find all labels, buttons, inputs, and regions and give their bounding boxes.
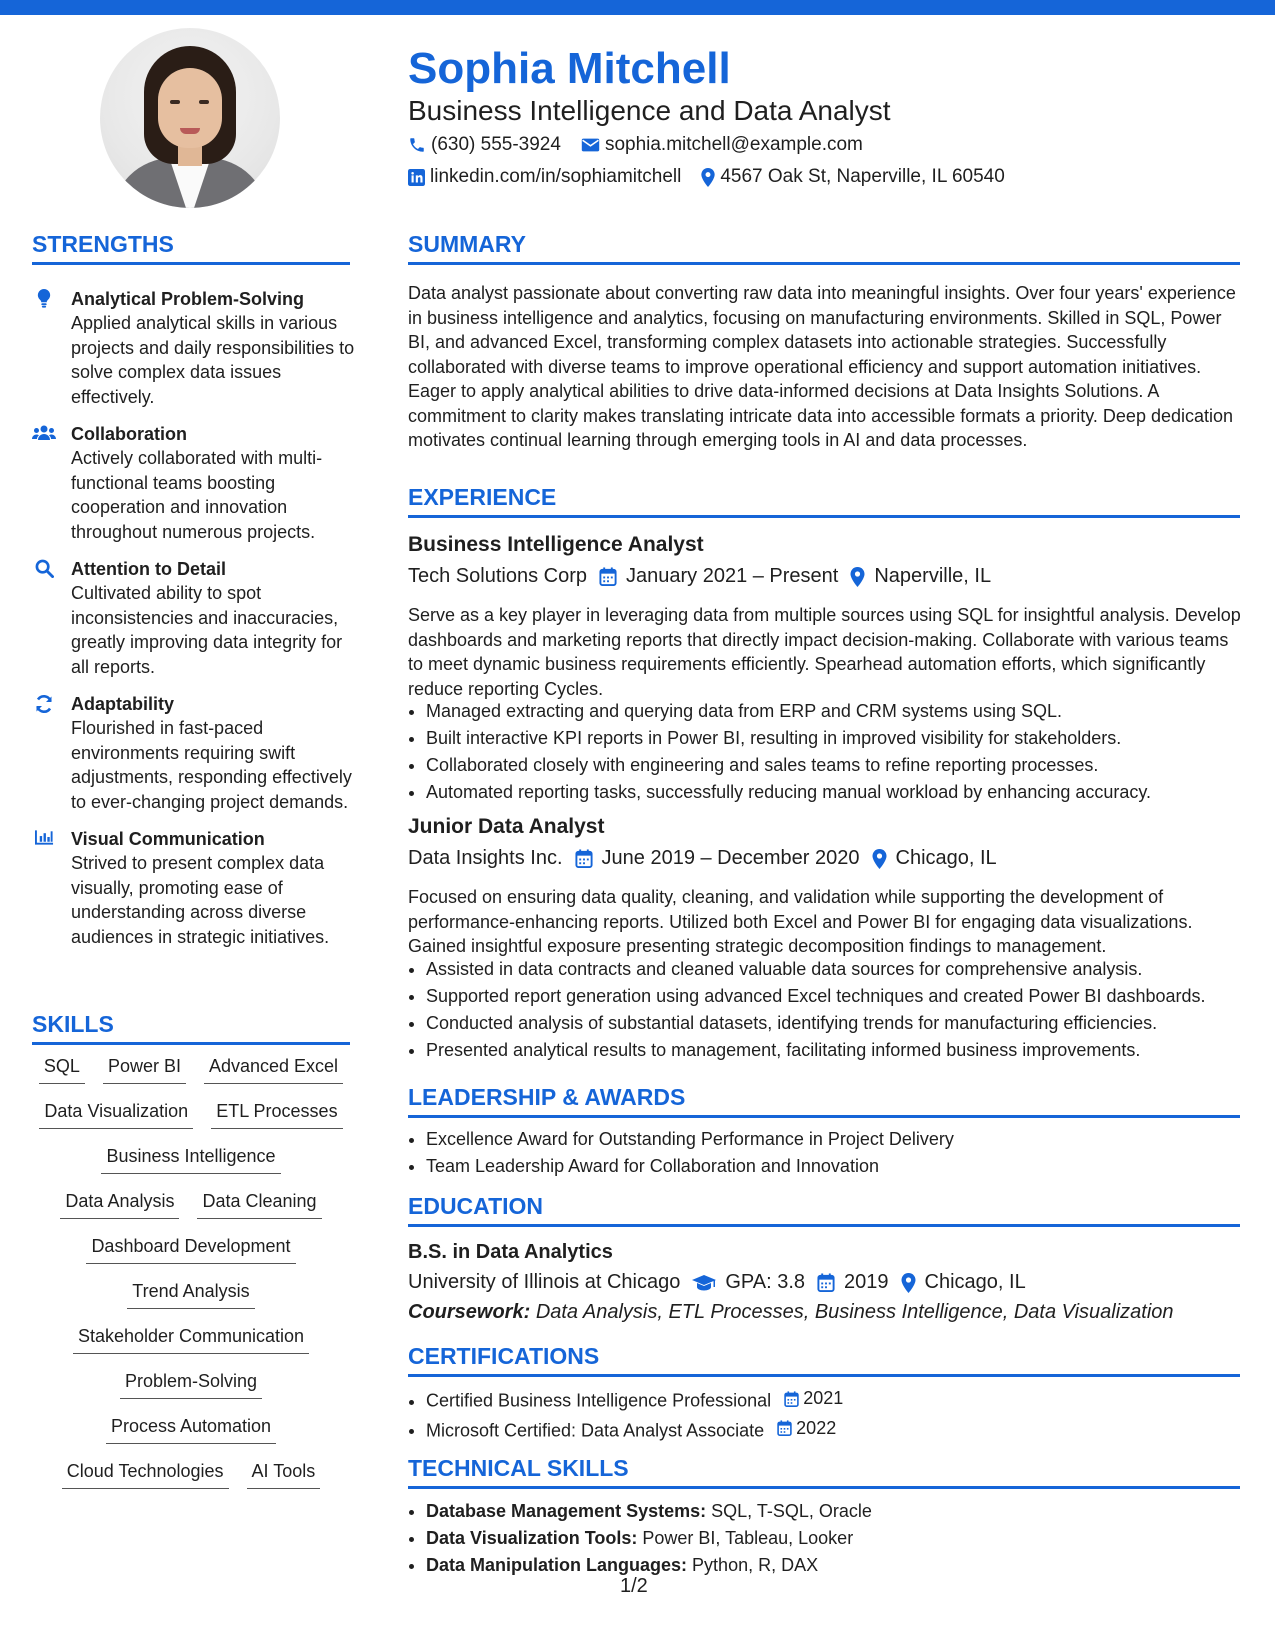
award-item: • Excellence Award for Outstanding Performance in Project Delivery [426,1126,1266,1153]
job-bullets [408,698,1266,806]
technical-skill-label: Database Management Systems: [426,1501,707,1521]
strength-name: Analytical Problem-Solving [71,289,305,309]
contact-linkedin[interactable] [408,166,681,188]
strength-name: Collaboration [71,424,187,444]
contact-phone[interactable] [408,134,561,156]
contact-email[interactable] [581,134,863,156]
skill-tag: Process Automation [106,1416,276,1444]
certification-year-wrap [784,1385,843,1412]
skill-row [32,1326,350,1371]
skill-row [32,1056,350,1101]
job-description: Focused on ensuring data quality, cleaning, and validation while supporting the development of performance-enhancing reports. Utilized both Excel and Power BI for engaging data visualizations. Gained insightful exposure presenting strategic decomposition findings to management. [408,887,1193,956]
job-bullet: • Managed extracting and querying data from ERP and CRM systems using SQL. [426,698,1266,725]
job-bullets [408,956,1266,1064]
job-location: Chicago, IL [895,847,997,869]
job-bullet: • Supported report generation using advanced Excel techniques and created Power BI dashboards. [426,983,1266,1010]
sync-icon [32,694,56,714]
calendar-icon [777,1420,792,1436]
page-number: 1/2 [620,1575,648,1597]
technical-skill-label: Data Manipulation Languages: [426,1555,688,1575]
award-item: • Team Leadership Award for Collaboration and Innovation [426,1153,1266,1180]
top-accent-bar [0,0,1275,15]
job-meta [408,565,1003,588]
candidate-name: Sophia Mitchell [408,44,731,93]
leadership-list [408,1126,1266,1180]
skill-tag: Trend Analysis [127,1281,254,1309]
contact-row-1 [408,134,883,156]
strength-desc: Actively collaborated with multi-functional teams boosting cooperation and innovation throughout numerous projects. [71,448,323,542]
strength-item [32,557,357,679]
contact-row-2 [408,166,1025,188]
map-pin-icon [701,168,715,187]
coursework-label: Coursework: [408,1301,531,1323]
strength-item [32,692,357,814]
strength-name: Visual Communication [71,829,265,849]
technical-skill-label: Data Visualization Tools: [426,1528,638,1548]
linkedin-text: linkedin.com/in/sophiamitchell [430,166,682,187]
certification-item [426,1415,1266,1445]
certifications-heading: CERTIFICATIONS [408,1343,1240,1377]
job-company: Data Insights Inc. [408,847,563,869]
skill-tag: Data Visualization [39,1101,193,1129]
skill-row [32,1371,350,1416]
job-bullet: • Built interactive KPI reports in Power BI, resulting in improved visibility for stakeholders. [426,725,1266,752]
strength-item [32,827,357,949]
map-pin-icon [850,567,865,587]
strength-desc: Strived to present complex data visually, promoting ease of understanding across diverse audiences in strategic initiatives. [71,853,330,947]
skills-heading: SKILLS [32,1011,350,1045]
job-meta [408,847,1009,870]
address-text: 4567 Oak St, Naperville, IL 60540 [720,166,1005,187]
lightbulb-icon [32,289,56,309]
technical-skill-value: Python, R, DAX [692,1555,819,1575]
strength-item [32,422,357,544]
job-bullet: • Collaborated closely with engineering and sales teams to refine reporting processes. [426,752,1266,779]
skill-tag: AI Tools [247,1461,321,1489]
school: University of Illinois at Chicago [408,1271,681,1293]
certification-year: 2021 [803,1388,844,1408]
summary-text: Data analyst passionate about converting raw data into meaningful insights. Over four years' experience in business intelligence and analytics, focusing on manufacturing environments. Skilled in SQL, Power BI, and advanced Excel, transforming complex datasets into actionable strategies. Successfully collaborated with diverse teams to improve operational efficiency and support automation initiatives. Eager to apply analytical abilities to drive data-informed decisions at Data Insights Solutions. A commitment to clarity makes translating intricate data into accessible formats a priority. Deep dedication motivates continual learning through emerging tools in AI and data processes. [408,283,1236,450]
skill-tag: Data Cleaning [197,1191,321,1219]
school-location: Chicago, IL [924,1271,1026,1293]
job-bullet: • Presented analytical results to management, facilitating informed business improvements. [426,1037,1266,1064]
skill-tag: Stakeholder Communication [73,1326,309,1354]
strength-desc: Cultivated ability to spot inconsistencies and inaccuracies, greatly improving data integrity for all reports. [71,583,343,677]
skill-tag: ETL Processes [211,1101,342,1129]
skill-tag: Advanced Excel [204,1056,343,1084]
job-dates: June 2019 – December 2020 [601,847,860,869]
certification-name: Microsoft Certified: Data Analyst Associate [426,1420,765,1440]
strength-item [32,287,357,409]
certification-year: 2022 [796,1417,837,1438]
job-company: Tech Solutions Corp [408,565,587,587]
skill-tag: Cloud Technologies [62,1461,229,1489]
technical-skill-item [426,1525,1266,1552]
phone-text: (630) 555-3924 [431,134,561,155]
skill-tag: Power BI [103,1056,186,1084]
candidate-title: Business Intelligence and Data Analyst [408,95,891,126]
job-bullet: • Assisted in data contracts and cleaned valuable data sources for comprehensive analysis. [426,956,1266,983]
job-dates: January 2021 – Present [625,565,839,587]
skill-row [32,1101,350,1146]
job-title: Business Intelligence Analyst [408,533,704,556]
strength-name: Attention to Detail [71,559,226,579]
skill-row [32,1191,350,1236]
linkedin-icon [408,169,425,186]
job-bullet: • Conducted analysis of substantial datasets, identifying trends for manufacturing efficiencies. [426,1010,1266,1037]
grad-year: 2019 [844,1271,889,1293]
skill-tag: SQL [39,1056,85,1084]
skill-tag: Dashboard Development [86,1236,295,1264]
leadership-heading: LEADERSHIP & AWARDS [408,1084,1240,1118]
technical-skills-heading: TECHNICAL SKILLS [408,1455,1240,1489]
education-heading: EDUCATION [408,1193,1240,1227]
technical-skill-value: Power BI, Tableau, Looker [642,1528,854,1548]
map-pin-icon [901,1273,916,1293]
technical-skills-list [408,1498,1266,1579]
technical-skill-item [426,1498,1266,1525]
calendar-icon [599,567,617,586]
contact-address [701,166,1004,188]
calendar-icon [575,849,593,868]
strengths-heading: STRENGTHS [32,231,350,265]
graduation-cap-icon [692,1274,716,1292]
skill-row [32,1416,350,1461]
technical-skill-item [426,1552,1266,1579]
coursework [408,1301,1174,1324]
email-text: sophia.mitchell@example.com [604,134,863,155]
phone-icon [408,136,426,154]
skill-row [32,1461,350,1506]
job-bullet: • Automated reporting tasks, successfully reducing manual workload by enhancing accuracy. [426,779,1266,806]
map-pin-icon [872,849,887,869]
coursework-text: Data Analysis, ETL Processes, Business Intelligence, Data Visualization [535,1301,1174,1323]
skill-row [32,1281,350,1326]
technical-skill-value: SQL, T-SQL, Oracle [711,1501,872,1521]
certification-year-wrap [777,1415,836,1442]
profile-photo [100,28,280,208]
envelope-icon [581,137,600,153]
strength-desc: Flourished in fast-paced environments requiring swift adjustments, responding effectively to ever-changing project demands. [71,718,352,812]
skill-row [32,1236,350,1281]
calendar-icon [784,1391,799,1407]
experience-heading: EXPERIENCE [408,484,1240,518]
job-description: Serve as a key player in leveraging data from multiple sources using SQL for insightful analysis. Develop dashboards and marketing reports that directly impact decision-making. Collaborate with various teams to meet dynamic business requirements efficiently. Spearhead automation efforts, which significantly reduce reporting Cycles. [408,605,1241,699]
certification-name: Certified Business Intelligence Professional [426,1390,772,1411]
education-meta [408,1271,1038,1294]
users-icon [32,424,56,444]
strength-desc: Applied analytical skills in various projects and daily responsibilities to solve complex data issues effectively. [71,313,355,407]
strengths-list [32,287,357,962]
skill-tag: Business Intelligence [101,1146,280,1174]
bar-chart-icon [32,829,56,849]
gpa: GPA: 3.8 [725,1271,806,1293]
skill-tag: Problem-Solving [120,1371,262,1399]
certification-item [426,1385,1266,1415]
certifications-list [408,1385,1266,1444]
search-icon [32,559,56,579]
skills-list [32,1056,350,1506]
calendar-icon [817,1273,835,1292]
degree: B.S. in Data Analytics [408,1241,613,1263]
job-location: Naperville, IL [874,565,992,587]
summary-heading: SUMMARY [408,231,1240,265]
skill-tag: Data Analysis [60,1191,179,1219]
skill-row [32,1146,350,1191]
job-title: Junior Data Analyst [408,815,605,838]
strength-name: Adaptability [71,694,175,714]
